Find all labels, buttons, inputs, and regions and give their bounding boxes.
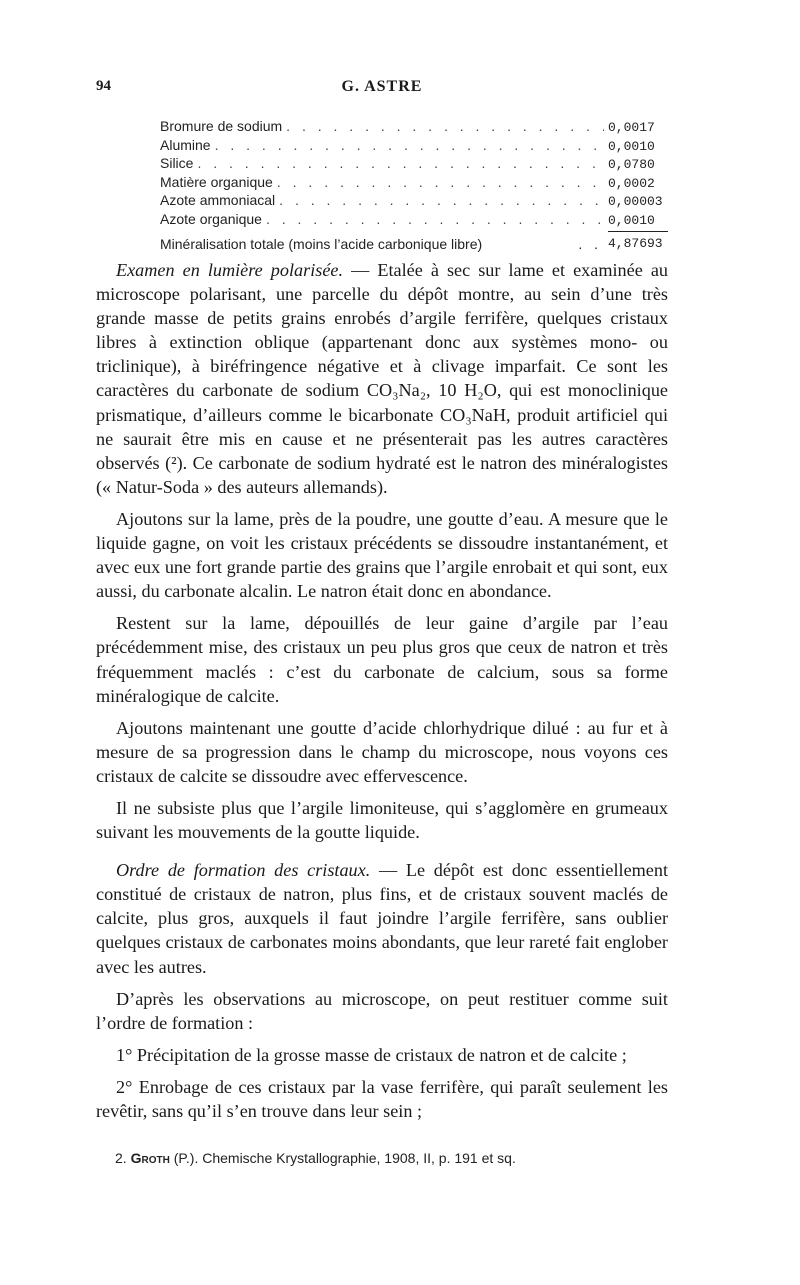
leader-dots [286, 117, 604, 136]
leader-dots [266, 210, 604, 229]
row-value: 0,0010 [608, 212, 655, 228]
paragraph: Ajoutons sur la lame, près de la poudre, une goutte d’eau. A mesure que le liquide gagne, on voit les cristaux précédents se dissoudre instantanément, et avec eux une fort grande partie des grains que l’argile enrobait et qui sont, eux aussi, du carbonate alcalin. Le natron était donc en abondance. [96, 508, 668, 602]
page-header [96, 78, 668, 100]
paragraph-text: — Etalée à sec sur lame et examinée au microscope polarisant, une parcelle du dépôt montre, au sein d’une très grande masse de petits grains enrobés d’argile ferrifère, quelques cristaux libres à extinction oblique (appartenant donc aux systèmes mono- ou triclinique), à biréfringence négative et à clivage imparfait. Ce sont les caractères du carbonate de sodium CO₃Na₂, 10 H₂O, qui est monoclinique prismatique, d’ailleurs comme le bicarbonate CO₃NaH, produit artificiel qui ne saurait être mis en cause et ne présenterait pas les autres caractères observés (²). Ce carbonate de sodium hydraté est le natron des minéralogistes (« Natur-Soda » des auteurs allemands). [96, 260, 668, 497]
footnote-author: Groth [130, 1150, 170, 1166]
row-value: 0,0780 [608, 157, 655, 173]
table-row [160, 191, 668, 210]
leader-dots [279, 191, 604, 210]
leader-dots [277, 173, 604, 192]
running-title: G. ASTRE [341, 78, 423, 95]
table-row [160, 136, 668, 155]
leader-dots: . . [578, 235, 602, 252]
paragraph-text: — Le dépôt est donc essentiellement constitué de cristaux de natron, plus fins, et de cristaux souvent maclés de calcite, plus gros, auxquels il faut joindre l’argile ferrifère, sans oublier quelques cristaux de carbonates moins abondants, que leur rareté fait englober avec les autres. [96, 860, 669, 977]
row-label: Azote organique [160, 210, 262, 227]
paragraph-formation-order [96, 858, 668, 978]
row-label: Bromure de sodium [160, 118, 283, 134]
total-value: 4,87693 [608, 235, 663, 251]
section-heading: Ordre de formation des cristaux. [116, 860, 371, 881]
row-value: 0,0010 [608, 138, 655, 154]
table-row [160, 154, 668, 173]
paragraph: D’après les observations au microscope, on peut restituer comme suit l’ordre de formation : [96, 988, 668, 1033]
footnote-text: (P.). Chemische Krystallographie, 1908, II, p. 191 et sq. [169, 1150, 516, 1166]
list-item: 1° Précipitation de la grosse masse de cristaux de natron et de calcite ; [116, 1044, 627, 1065]
page-number: 94 [96, 78, 111, 94]
paragraph: Il ne subsiste plus que l’argile limoniteuse, qui s’agglomère en grumeaux suivant les mouvements de la goutte liquide. [96, 797, 668, 843]
total-row [160, 234, 668, 254]
paragraph: Restent sur la lame, dépouillés de leur gaine d’argile par l’eau précédemment mise, des cristaux un peu plus gros que ceux de natron et très fréquemment maclés : c’est du carbonate de calcium, sous sa forme minéralogique de calcite. [96, 613, 668, 706]
analysis-table [160, 117, 668, 254]
leader-dots [215, 136, 604, 155]
row-label: Azote ammoniacal [160, 192, 276, 209]
row-value: 0,00003 [608, 194, 663, 210]
paragraph: Ajoutons maintenant une goutte d’acide chlorhydrique dilué : au fur et à mesure de sa progression dans le champ du microscope, nous voyons ces cristaux de calcite se dissoudre avec effervescence. [96, 717, 668, 786]
total-label: Minéralisation totale (moins l’acide carbonique libre) [160, 235, 483, 252]
table-row [160, 210, 668, 229]
sum-rule [608, 231, 668, 232]
list-item: 2° Enrobage de ces cristaux par la vase ferrifère, qui paraît seulement les revêtir, sans qu’il s’en trouve dans leur sein ; [96, 1076, 668, 1121]
table-row [160, 173, 668, 192]
row-value: 0,0017 [608, 120, 655, 135]
row-label: Silice [160, 155, 194, 172]
section-heading: Examen en lumière polarisée. [116, 260, 344, 280]
row-label: Alumine [160, 136, 211, 153]
footnote [115, 1150, 668, 1166]
row-label: Matière organique [160, 173, 273, 190]
paragraph-polarized-light [96, 258, 668, 499]
body-text [96, 258, 668, 1123]
leader-dots [197, 154, 604, 173]
table-row [160, 117, 668, 136]
row-value: 0,0002 [608, 175, 655, 191]
footnote-number: 2. [115, 1150, 127, 1166]
